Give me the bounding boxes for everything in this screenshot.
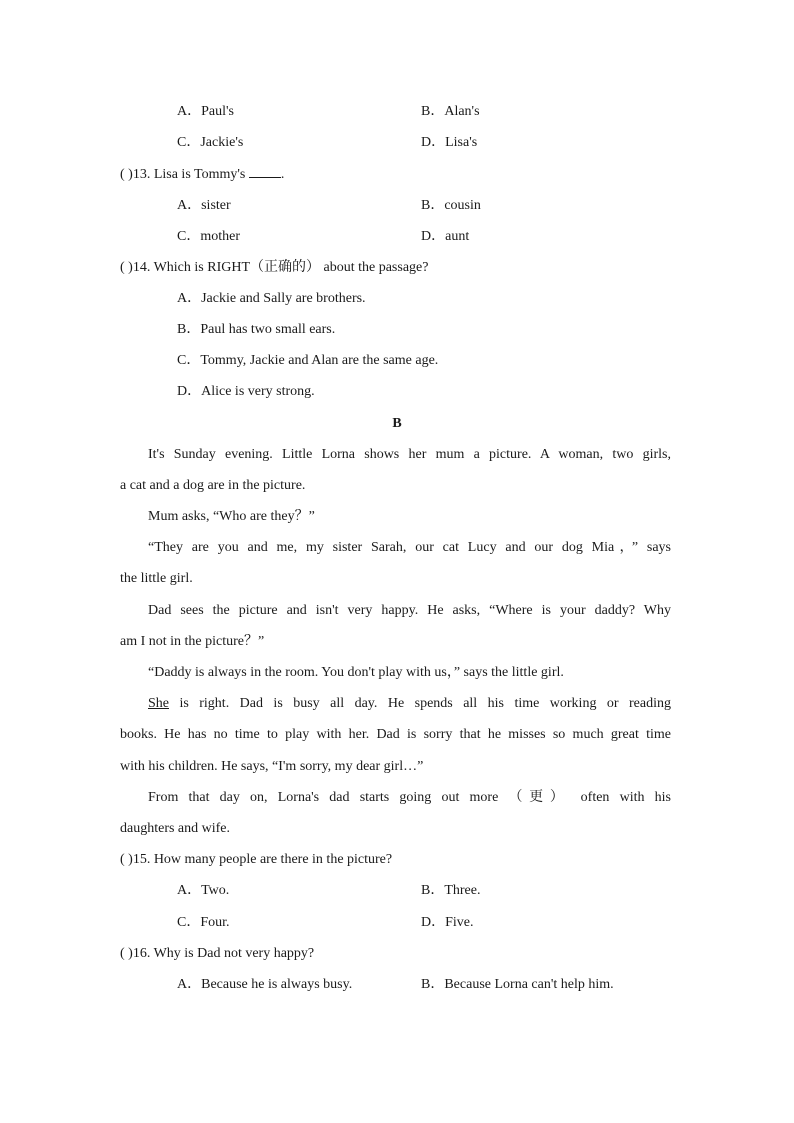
q12-option-d: D．Lisa's [421,135,478,150]
passage-p6-line1 [148,695,671,713]
q16-option-b: B．Because Lorna can't help him. [421,977,614,992]
q13-stem-end: . [280,167,285,182]
passage-p7-line2: daughters and wife. [120,821,231,836]
passage-p3-line1: “They are you and me, my sister Sarah, our cat Lucy and our dog Mia，” says [148,540,671,555]
q15-option-a: A．Two. [177,883,230,898]
passage-p4-line1: Dad sees the picture and isn't very happy. He asks, “Where is your daddy? Why [148,603,671,618]
passage-p5: “Daddy is always in the room. You don't play with us，” says the little girl. [148,665,564,680]
section-b-heading: B [392,416,402,431]
passage-p1-line2: a cat and a dog are in the picture. [120,478,306,493]
underlined-pronoun-she: She [148,696,169,711]
q15-option-c: C．Four. [177,915,230,930]
passage-p6-line3: with his children. He says, “I'm sorry, my dear girl…” [120,759,424,774]
passage-p7-line1: From that day on, Lorna's dad starts going out more （更） often with his [148,790,671,805]
passage-p2: Mum asks, “Who are they？” [148,509,315,524]
q15-option-b: B．Three. [421,883,481,898]
q12-option-b: B．Alan's [421,104,480,119]
q16-stem: ( )16. Why is Dad not very happy? [120,946,315,961]
q14-option-c: C．Tommy, Jackie and Alan are the same age. [177,353,439,368]
q14-option-b: B．Paul has two small ears. [177,322,336,337]
q15-option-d: D．Five. [421,915,474,930]
q15-stem: ( )15. How many people are there in the picture? [120,852,393,867]
q12-option-c: C．Jackie's [177,135,244,150]
q16-option-a: A．Because he is always busy. [177,977,353,992]
q13-option-a: A．sister [177,198,231,213]
passage-p6-line2: books. He has no time to play with her. Dad is sorry that he misses so much great time [120,727,671,742]
q14-option-a: A．Jackie and Sally are brothers. [177,291,366,306]
passage-p3-line2: the little girl. [120,571,193,586]
q13-stem-line [120,165,284,184]
q13-option-c: C．mother [177,229,240,244]
q13-option-b: B．cousin [421,198,481,213]
q13-option-d: D．aunt [421,229,470,244]
q13-stem: ( )13. Lisa is Tommy's [120,167,249,182]
q14-stem: ( )14. Which is RIGHT（正确的） about the passage? [120,260,429,275]
q13-answer-blank [249,165,281,178]
passage-p6-line1-rest: is right. Dad is busy all day. He spends all his time working or reading [169,696,671,711]
q14-option-d: D．Alice is very strong. [177,384,315,399]
q12-option-a: A．Paul's [177,104,234,119]
passage-p4-line2: am I not in the picture？” [120,634,265,649]
passage-p1-line1: It's Sunday evening. Little Lorna shows her mum a picture. A woman, two girls, [148,447,671,462]
